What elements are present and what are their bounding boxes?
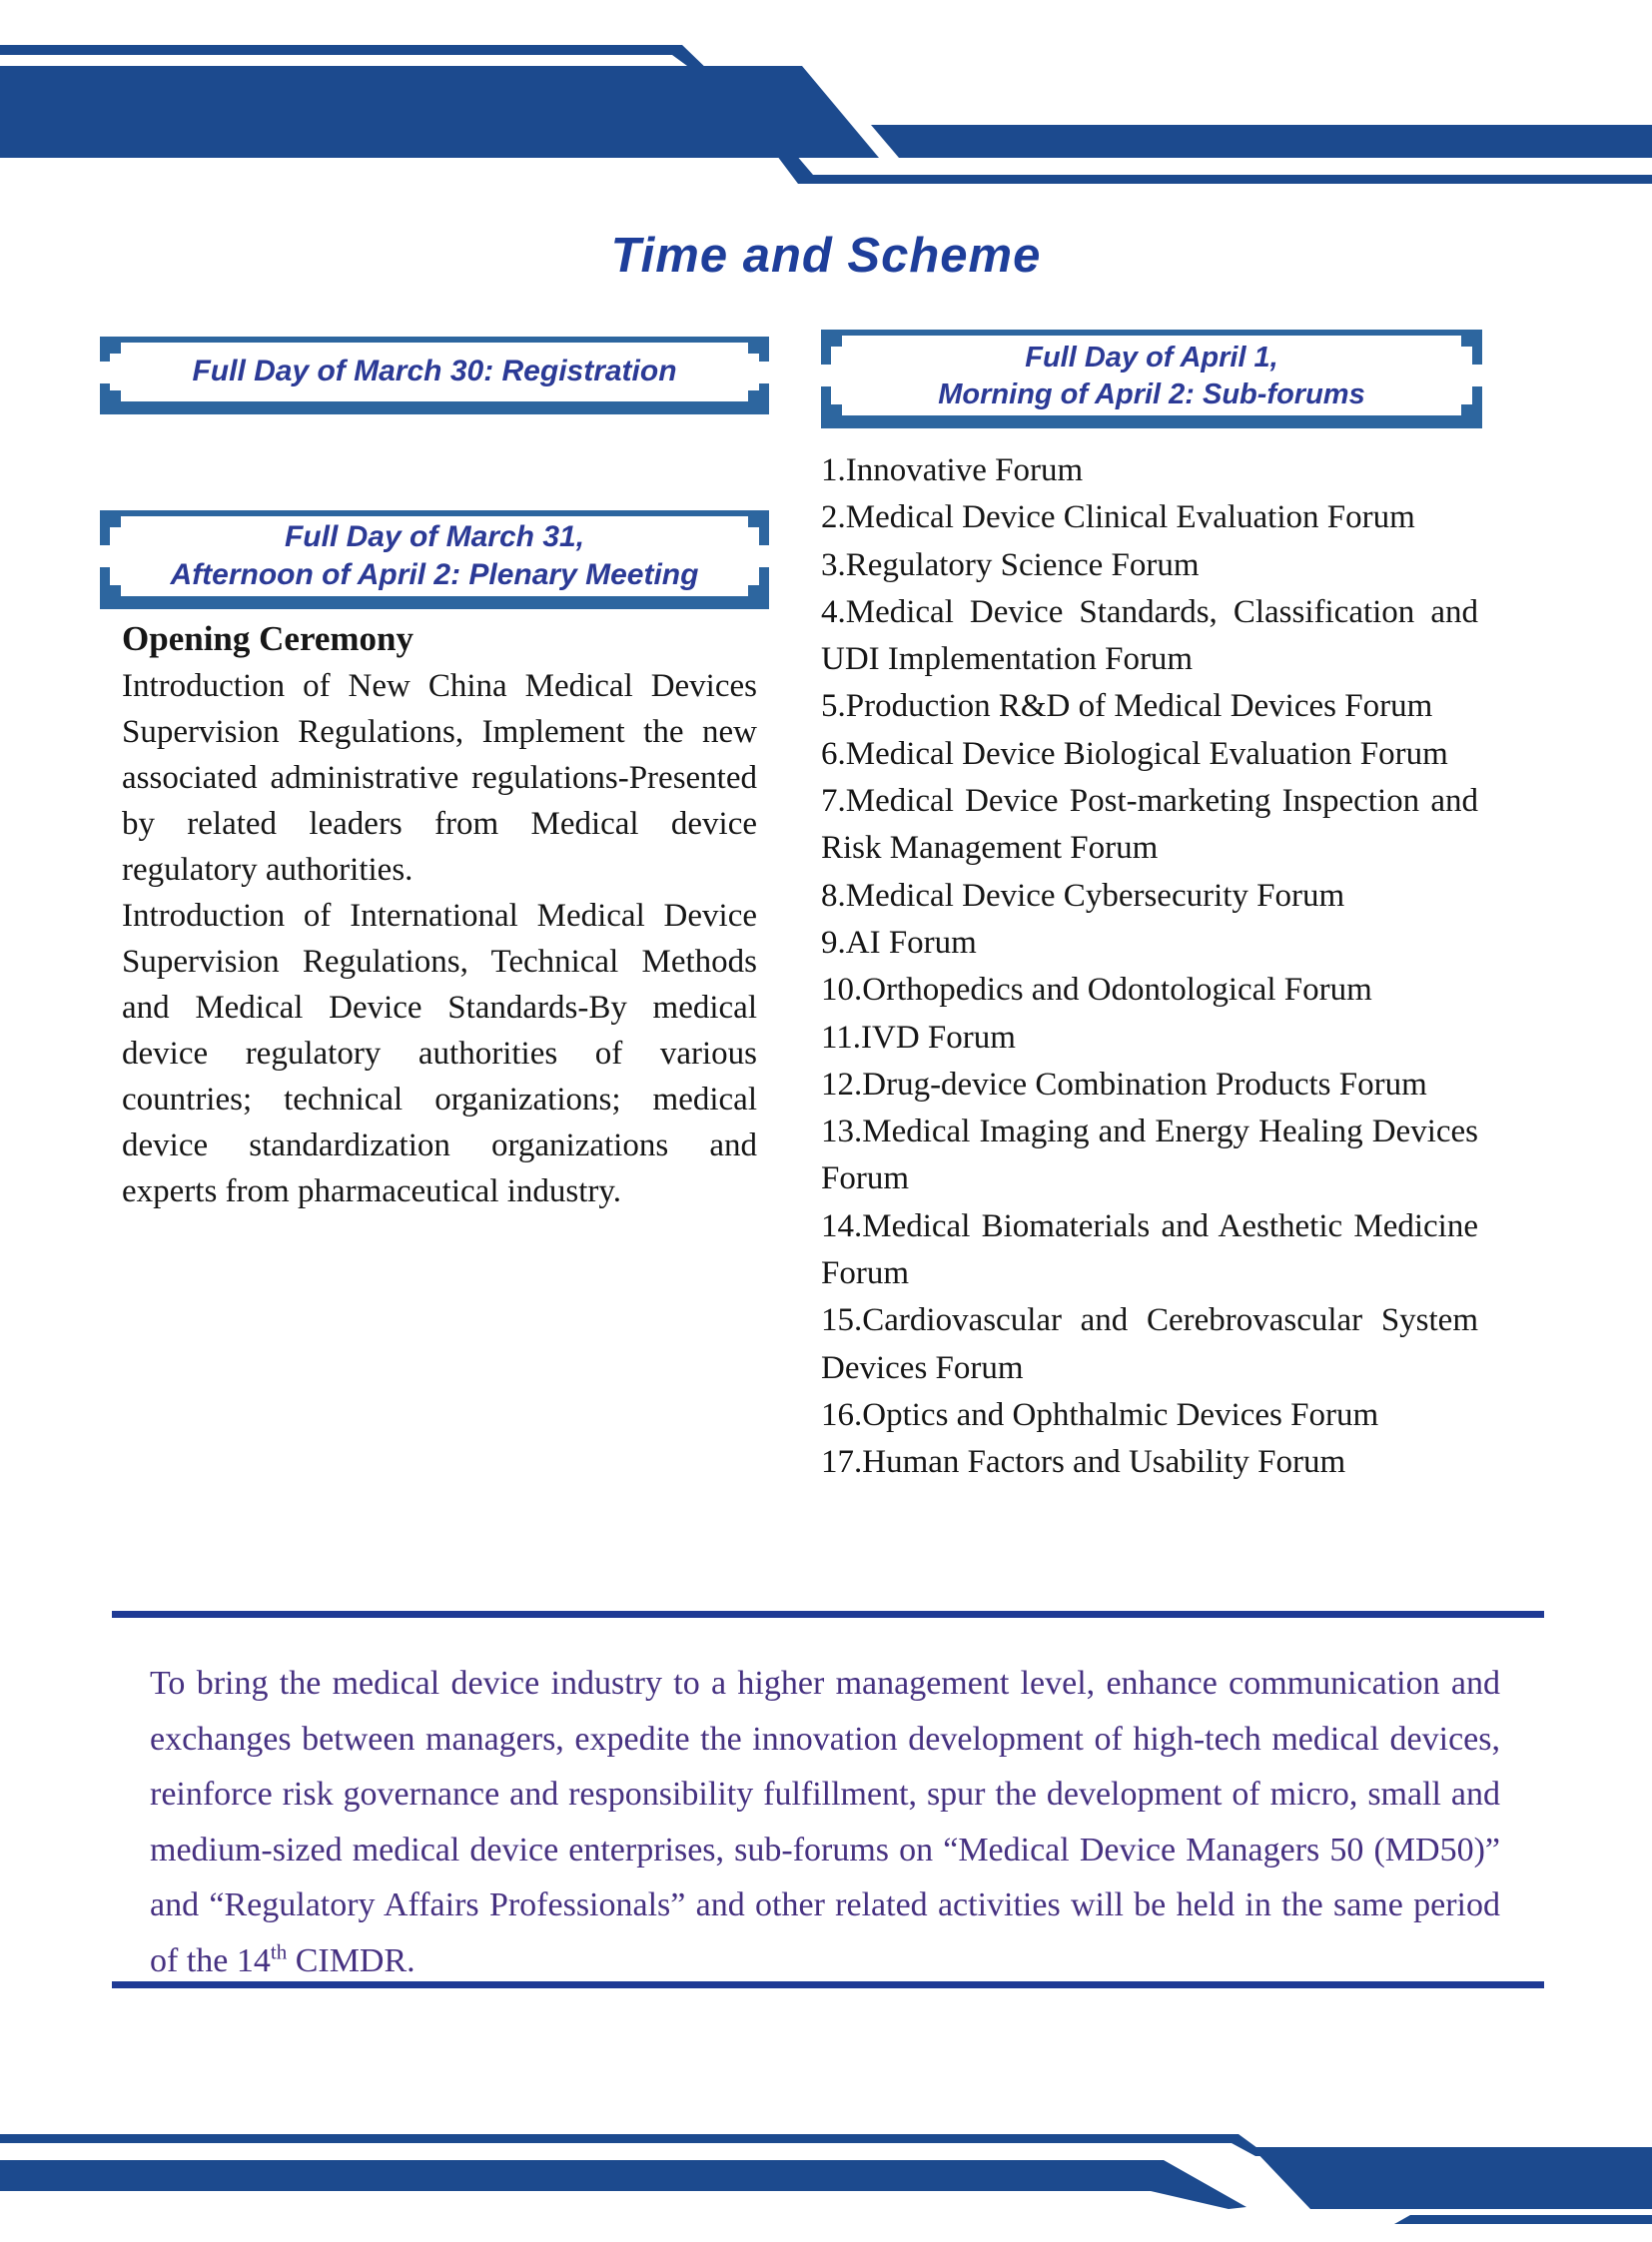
bottom-banner-graphic bbox=[0, 2132, 1652, 2242]
border-notch bbox=[748, 513, 762, 527]
list-item: 8.Medical Device Cybersecurity Forum bbox=[821, 877, 1345, 914]
list-item: 10.Orthopedics and Odontological Forum bbox=[821, 972, 1372, 1009]
border-notch bbox=[1461, 333, 1475, 347]
ordinal-suffix: th bbox=[270, 1939, 288, 1964]
top-banner-graphic bbox=[0, 0, 1652, 200]
registration-box-title: Full Day of March 30: Registration bbox=[192, 355, 677, 387]
footer-note-text: To bring the medical device industry to a higher management level, enhance communication and exchanges between managers, expedite the innovation development of high-tech medical devices, reinforce risk governance and responsibility fulfillment, spur the development of micro, small and medium-sized medical device enterprises, sub-forums on “Medical Device Managers 50 (MD50)” and “Regulatory Affairs Professionals” and other related activities will be held in the same period of the 14 bbox=[150, 1665, 1500, 1979]
list-item: 6.Medical Device Biological Evaluation Forum bbox=[821, 735, 1448, 772]
border-notch bbox=[748, 585, 762, 599]
list-item: 2.Medical Device Clinical Evaluation Forum bbox=[821, 499, 1415, 536]
list-item: 16.Optics and Ophthalmic Devices Forum bbox=[821, 1396, 1379, 1433]
plenary-paragraph-1: Introduction of New China Medical Devices Supervision Regulations, Implement the new associated administrative regulations-Presented by related leaders from Medical device regulatory authorities. bbox=[122, 668, 757, 888]
list-item: 1.Innovative Forum bbox=[821, 452, 1084, 488]
plenary-paragraph-2: Introduction of International Medical Device Supervision Regulations, Technical Methods and Medical Device Standards-By medical device regulatory authorities of various countries; technical organizations; medical device standardization organizations and experts from pharmaceutical industry. bbox=[122, 898, 757, 1209]
divider-top bbox=[112, 1611, 1544, 1618]
list-item: 9.AI Forum bbox=[821, 924, 977, 961]
border-notch bbox=[748, 340, 762, 354]
footer-note bbox=[150, 1656, 1500, 1988]
border-notch bbox=[107, 513, 121, 527]
border-notch bbox=[100, 362, 110, 383]
border-notch bbox=[107, 340, 121, 354]
footer-note-end: CIMDR. bbox=[287, 1941, 415, 1979]
page-title: Time and Scheme bbox=[610, 229, 1042, 283]
list-item: 14.Medical Biomaterials and Aesthetic Medicine Forum bbox=[821, 1207, 1478, 1292]
border-notch bbox=[1472, 365, 1482, 386]
registration-header-box bbox=[100, 337, 769, 414]
list-item: 7.Medical Device Post-marketing Inspection and Risk Management Forum bbox=[821, 783, 1478, 867]
opening-ceremony-heading: Opening Ceremony bbox=[122, 619, 413, 658]
border-notch bbox=[759, 362, 769, 383]
border-notch bbox=[828, 404, 842, 418]
list-item: 12.Drug-device Combination Products Forum bbox=[821, 1066, 1427, 1103]
border-notch bbox=[821, 365, 831, 386]
border-notch bbox=[828, 333, 842, 347]
list-item: 5.Production R&D of Medical Devices Forum bbox=[821, 688, 1433, 725]
list-item: 4.Medical Device Standards, Classification and UDI Implementation Forum bbox=[821, 593, 1478, 678]
plenary-content bbox=[122, 615, 757, 1214]
list-item: 13.Medical Imaging and Energy Healing Devices Forum bbox=[821, 1114, 1478, 1197]
plenary-header-box bbox=[100, 510, 769, 609]
list-item: 3.Regulatory Science Forum bbox=[821, 546, 1200, 583]
border-notch bbox=[107, 390, 121, 404]
subforums-box-title-line2: Morning of April 2: Sub-forums bbox=[938, 378, 1365, 410]
border-notch bbox=[100, 545, 110, 567]
plenary-box-title-line1: Full Day of March 31, bbox=[284, 520, 585, 553]
border-notch bbox=[759, 545, 769, 567]
subforum-list bbox=[821, 447, 1478, 1487]
plenary-box-title-line2: Afternoon of April 2: Plenary Meeting bbox=[170, 558, 699, 591]
subforums-box-title-line1: Full Day of April 1, bbox=[1025, 342, 1278, 374]
border-notch bbox=[1461, 404, 1475, 418]
subforums-header-box bbox=[821, 330, 1482, 428]
list-item: 15.Cardiovascular and Cerebrovascular System Devices Forum bbox=[821, 1302, 1478, 1386]
border-notch bbox=[748, 390, 762, 404]
list-item: 11.IVD Forum bbox=[821, 1019, 1016, 1056]
list-item: 17.Human Factors and Usability Forum bbox=[821, 1444, 1346, 1481]
border-notch bbox=[107, 585, 121, 599]
